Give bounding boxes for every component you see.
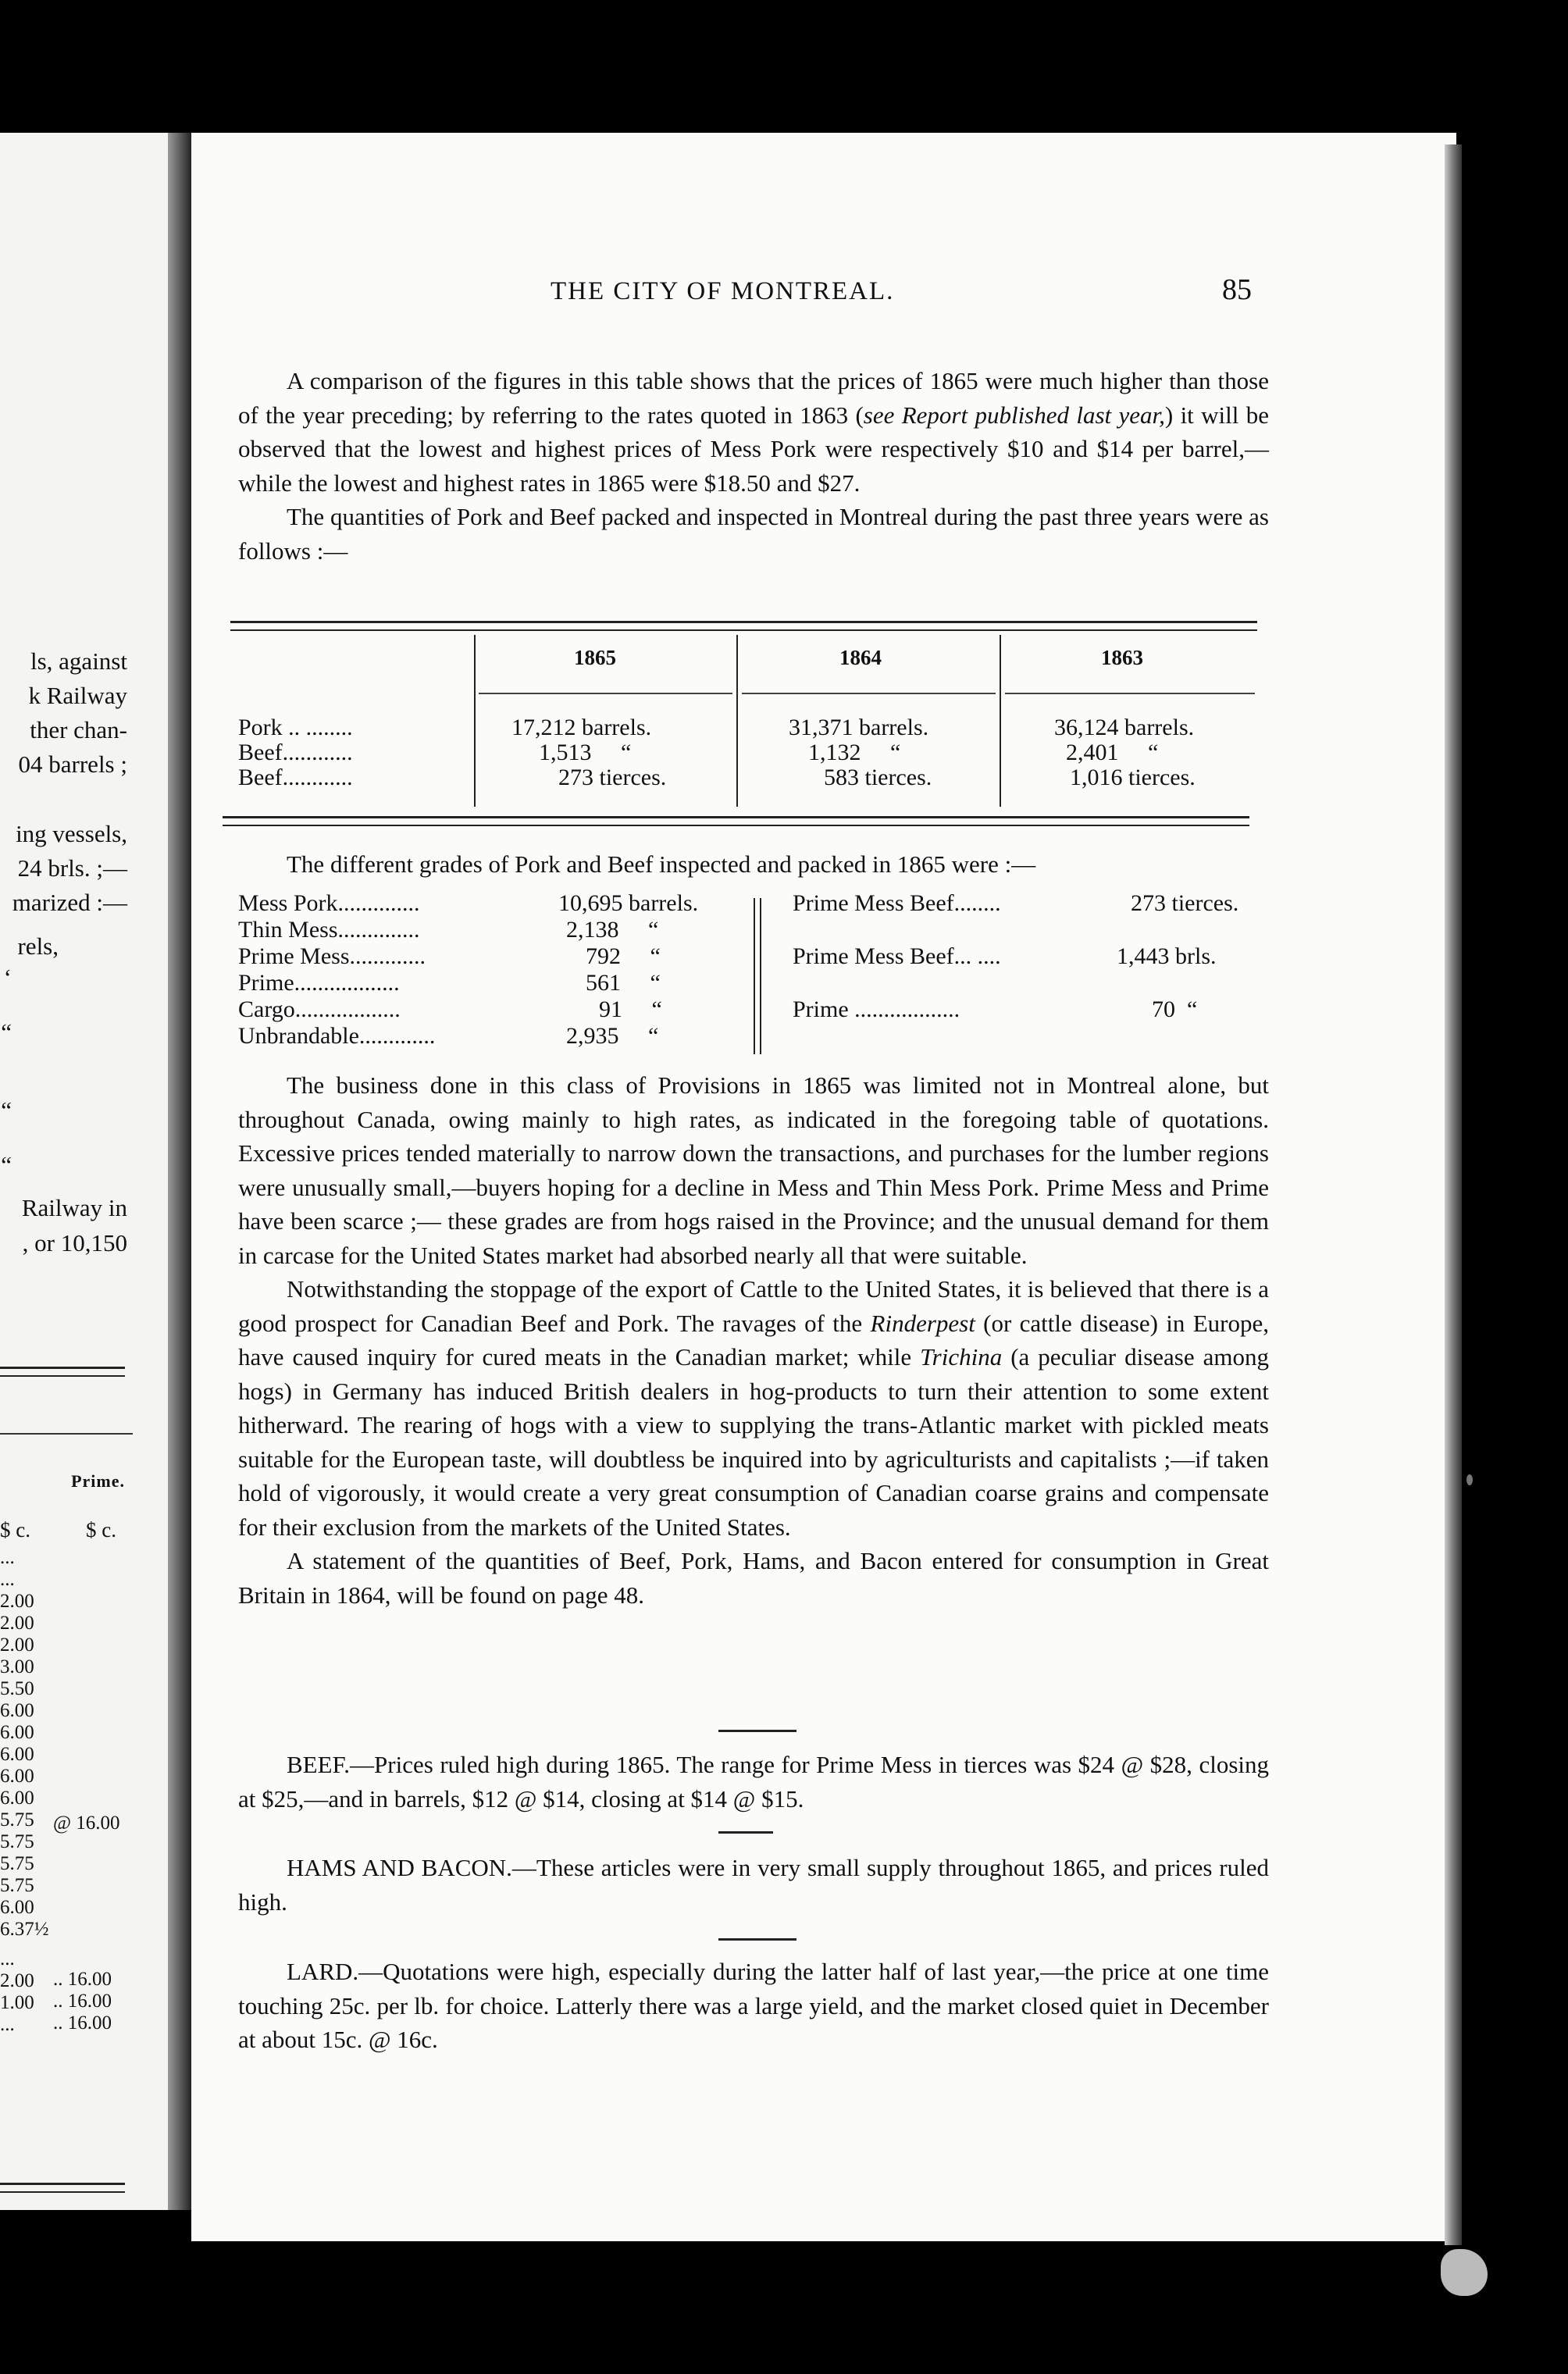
paragraph-statement: A statement of the quantities of Beef, Pork, Hams, and Bacon entered for consumption in Great Britain in 1864, will be found on page 48. <box>238 1547 1269 1609</box>
table-column-rule <box>474 635 476 807</box>
left-value: 6.00 <box>0 1700 34 1721</box>
intro-text <box>238 364 1269 568</box>
left-right-value: @ 16.00 <box>53 1813 120 1834</box>
beef-grade-value: 70 “ <box>1152 996 1198 1022</box>
table-cell: 17,212 barrels. <box>511 715 652 740</box>
grades-column-rule <box>754 898 761 1054</box>
left-value: 3.00 <box>0 1656 34 1677</box>
pork-grade-label: Prime Mess............. <box>238 943 426 969</box>
table-column-rule <box>1000 635 1001 807</box>
quantities-table <box>230 621 1257 828</box>
table-cell: 36,124 barrels. <box>1054 715 1195 740</box>
left-line: k Railway <box>28 682 127 709</box>
left-line: rels, <box>17 932 59 960</box>
left-value: ... <box>0 1569 15 1590</box>
table-cell: 273 tierces. <box>558 765 667 790</box>
scan-speck <box>1441 2249 1488 2296</box>
left-value: ... <box>0 1547 15 1568</box>
left-right-value: .. 16.00 <box>53 1969 112 1990</box>
paragraph-beef: BEEF.—Prices ruled high during 1865. The range for Prime Mess in tierces was $24 @ $28, closing at $25,—and in barrels, $12 @ $14, closing at $14 @ $15. <box>238 1751 1269 1813</box>
left-double-rule <box>0 1367 125 1377</box>
page-edge <box>1445 144 1462 2245</box>
body-text <box>238 1068 1269 1612</box>
pork-grade-label: Unbrandable............. <box>238 1023 436 1049</box>
pork-grade-label: Thin Mess.............. <box>238 917 420 943</box>
left-table-header: Prime. <box>71 1471 125 1491</box>
previous-page-fragment <box>0 133 168 2210</box>
left-currency-header: $ c. <box>0 1518 30 1542</box>
scan-speck <box>1466 1474 1473 1485</box>
year-header-1865: 1865 <box>574 646 616 669</box>
pork-grade-value: 2,138 “ <box>566 917 659 943</box>
left-value: 2.00 <box>0 1634 34 1656</box>
left-value: 2.00 <box>0 1970 34 1991</box>
paragraph-notwithstanding: Notwithstanding the stoppage of the export of Cattle to the United States, it is believed that there is a good prospect for Canadian Beef and Pork. The ravages of the Rinderpest (or cattle disease) in Europe, have caused inquiry for cured meats in the Canadian market; while Trichina (a peculiar disease among hogs) in Germany has induced British dealers in hog-products to turn their attention to some extent hitherward. The rearing of hogs with a view to supplying the trans-Atlantic market with pickled meats suitable for the European taste, will doubtless be inquired into by agriculturists and capitalists ;—if taken hold of vigorously, it would create a very great consumption of Canadian coarse grains and compensate for their exclusion from the markets of the United States. <box>238 1275 1269 1541</box>
grades-list <box>238 890 1277 1062</box>
hams-section <box>238 1851 1269 1919</box>
left-line: Railway in <box>21 1194 127 1221</box>
left-line: “ <box>1 1151 12 1178</box>
paragraph-lard: LARD.—Quotations were high, especially during the latter half of last year,—the price at one time touching 25c. per lb. for choice. Latterly there was a large yield, and the market closed quiet in December at about 15c. @ 16c. <box>238 1958 1269 2053</box>
beef-grade-label: Prime Mess Beef... .... <box>793 943 1001 969</box>
left-line: “ <box>1 1096 12 1124</box>
book-gutter <box>168 133 191 2210</box>
beef-grade-value: 1,443 brls. <box>1117 943 1217 969</box>
pork-grade-value: 91 “ <box>599 996 662 1022</box>
left-value: ... <box>0 2014 15 2035</box>
beef-section <box>238 1748 1269 1816</box>
left-line: “ <box>1 1018 12 1046</box>
section-rule <box>718 1831 773 1834</box>
lard-section <box>238 1955 1269 2057</box>
section-rule <box>718 1938 796 1941</box>
table-bottom-rule <box>223 816 1249 826</box>
left-line: marized :— <box>12 889 127 916</box>
paragraph-hams: HAMS AND BACON.—These articles were in very small supply throughout 1865, and prices ruled high. <box>238 1854 1269 1916</box>
left-value: 6.00 <box>0 1788 34 1809</box>
row-label: Beef............ <box>238 765 353 790</box>
year-header-1863: 1863 <box>1101 646 1143 669</box>
table-header-rule <box>479 693 732 694</box>
left-line: ing vessels, <box>16 820 127 847</box>
left-value: 5.75 <box>0 1831 34 1852</box>
left-right-value: .. 16.00 <box>53 1991 112 2012</box>
pork-grade-label: Cargo.................. <box>238 996 401 1022</box>
table-cell: 1,132 “ <box>808 740 901 765</box>
beef-grade-label: Prime Mess Beef........ <box>793 890 1001 916</box>
pork-grade-value: 792 “ <box>586 943 661 969</box>
left-value: 2.00 <box>0 1613 34 1634</box>
page-number: 85 <box>1222 273 1252 306</box>
left-line: 04 barrels ; <box>18 750 127 778</box>
left-value: 5.50 <box>0 1678 34 1699</box>
year-header-1864: 1864 <box>839 646 882 669</box>
left-value: 6.00 <box>0 1897 34 1918</box>
left-value: 5.75 <box>0 1809 34 1830</box>
pork-grade-value: 561 “ <box>586 970 661 996</box>
left-value: 5.75 <box>0 1853 34 1874</box>
left-value: 6.37½ <box>0 1919 49 1940</box>
pork-grade-value: 10,695 barrels. <box>558 890 699 916</box>
left-rule <box>0 1433 133 1435</box>
table-header-rule <box>1005 693 1255 694</box>
table-top-rule <box>230 621 1257 631</box>
grades-intro: The different grades of Pork and Beef inspected and packed in 1865 were :— <box>287 850 1036 878</box>
table-header-rule <box>742 693 996 694</box>
left-value: ... <box>0 1948 15 1969</box>
pork-grade-value: 2,935 “ <box>566 1023 659 1049</box>
left-line: ls, against <box>30 647 127 675</box>
intro-paragraph-2: The quantities of Pork and Beef packed and inspected in Montreal during the past three years were as follows :— <box>238 503 1269 565</box>
pork-grade-label: Prime.................. <box>238 970 400 996</box>
left-value: 2.00 <box>0 1591 34 1612</box>
pork-grade-label: Mess Pork.............. <box>238 890 420 916</box>
left-right-value: .. 16.00 <box>53 2012 112 2034</box>
table-cell: 1,016 tierces. <box>1070 765 1196 790</box>
left-value: 6.00 <box>0 1744 34 1765</box>
beef-grade-value: 273 tierces. <box>1131 890 1239 916</box>
row-label: Beef............ <box>238 740 353 765</box>
table-cell: 2,401 “ <box>1066 740 1159 765</box>
table-cell: 31,371 barrels. <box>789 715 929 740</box>
beef-grade-label: Prime .................. <box>793 996 960 1022</box>
left-currency-header: $ c. <box>86 1518 116 1542</box>
left-line: , or 10,150 <box>22 1229 127 1257</box>
row-label: Pork .. ........ <box>238 715 353 740</box>
left-value: 6.00 <box>0 1722 34 1743</box>
left-line: ther chan- <box>30 716 127 743</box>
intro-paragraph-1: A comparison of the figures in this table shows that the prices of 1865 were much higher than those of the year preceding; by referring to the rates quoted in 1863 (see Report published last year,) it will be observed that the lowest and highest prices of Mess Pork were respectively $10 and $14 per barrel,—while the lowest and highest rates in 1865 were $18.50 and $27. <box>238 367 1269 497</box>
table-cell: 583 tierces. <box>824 765 932 790</box>
left-double-rule <box>0 2183 125 2193</box>
left-line: 24 brls. ;— <box>17 854 127 882</box>
left-value: 1.00 <box>0 1992 34 2013</box>
left-value: 5.75 <box>0 1875 34 1896</box>
paragraph-business: The business done in this class of Provisions in 1865 was limited not in Montreal alone, but throughout Canada, owing mainly to high rates, as indicated in the foregoing table of quotations. Excessive prices tended materially to narrow down the transactions, and purchases for the lumber regions were unusually small,—buyers hoping for a decline in Mess and Thin Mess Pork. Prime Mess and Prime have been scarce ;— these grades are from hogs raised in the Province; and the unusual demand for them in carcase for the United States market had absorbed nearly all that were suitable. <box>238 1071 1269 1269</box>
left-line: ‘ <box>3 964 12 991</box>
running-title: THE CITY OF MONTREAL. <box>551 277 895 305</box>
table-cell: 1,513 “ <box>539 740 632 765</box>
section-rule <box>718 1730 796 1732</box>
table-column-rule <box>736 635 738 807</box>
left-value: 6.00 <box>0 1766 34 1787</box>
